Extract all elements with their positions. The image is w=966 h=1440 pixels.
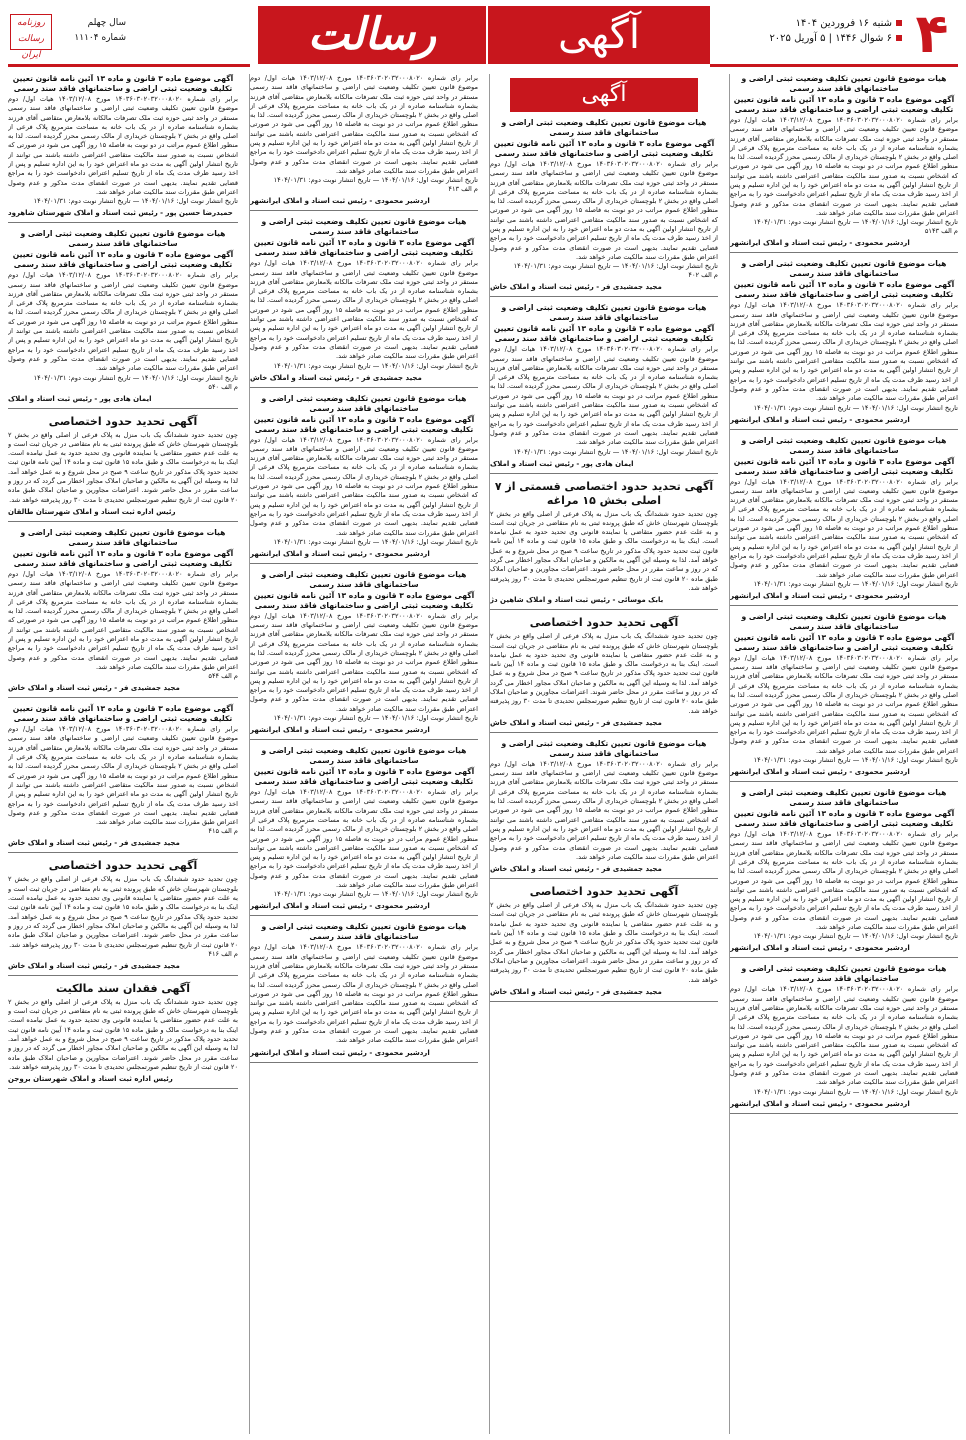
legal-ad: هیات موضوع قانون تعیین تکلیف وضعیت ثبتی اراضی و ساختمانهای فاقد سند رسمی برابر رای شماره ۱۴۰۳۶۰۳۰۲۰۳۲۰۰۰۸۰۲۰ مورخ ۱۴۰۳/۱۲/۰۸ هیات اول/ دوم موضوع قانون تعیین تکلیف وضعیت ثبتی اراضی و ساختمانهای فاقد سند رسمی مستقر در واحد ثبتی حوزه ثبت ملک تصرفات مالکانه بلامعارض متقاضی آقای فرزند بشماره شناسنامه صادره از در یک باب خانه به مساحت مترمربع پلاک فرعی از اصلی واقع در بخش ۲ بلوچستان خریداری از مالک رسمی محرز گردیده است. لذا به منظور اطلاع عموم مراتب در دو نوبت به فاصله ۱۵ روز آگهی می شود در صورتی که اشخاص نسبت به صدور سند مالکیت متقاضی اعتراضی داشته باشند می توانند از تاریخ انتشار اولین آگهی به مدت دو ماه اعتراض خود را به این اداره تسلیم و پس از اخذ رسید ظرف مدت یک ماه از تاریخ تسلیم اعتراض دادخواست خود را به مراجع قضایی تقدیم نمایند. بدیهی است در صورت انقضای مدت مذکور و عدم وصول اعتراض طبق مقررات سند مالکیت صادر خواهد شد. مجید جمشیدی فر - رئیس ثبت اسناد و املاک خاش (490, 739, 718, 879)
legal-ad: آگهی موضوع ماده ۳ قانون و ماده ۱۳ آئین نامه قانون تعیین تکلیف وضعیت ثبتی اراضی و ساختمانهای فاقد سند رسمی برابر رای شماره ۱۴۰۳۶۰۳۰۲۰۳۲۰۰۰۸۰۲۰ مورخ ۱۴۰۳/۱۲/۰۸ هیات اول/ دوم موضوع قانون تعیین تکلیف وضعیت ثبتی اراضی و ساختمانهای فاقد سند رسمی مستقر در واحد ثبتی حوزه ثبت ملک تصرفات مالکانه بلامعارض متقاضی آقای فرزند بشماره شناسنامه صادره از در یک باب خانه به مساحت مترمربع پلاک فرعی از اصلی واقع در بخش ۲ بلوچستان خریداری از مالک رسمی محرز گردیده است. لذا به منظور اطلاع عموم مراتب در دو نوبت به فاصله ۱۵ روز آگهی می شود در صورتی که اشخاص نسبت به صدور سند مالکیت متقاضی اعتراضی داشته باشند می توانند از تاریخ انتشار اولین آگهی به مدت دو ماه اعتراض خود را به این اداره تسلیم و پس از اخذ رسید ظرف مدت یک ماه از تاریخ تسلیم اعتراض دادخواست خود را به مراجع قضایی تقدیم نمایند. بدیهی است در صورت انقضای مدت مذکور و عدم وصول اعتراض طبق مقررات سند مالکیت صادر خواهد شد. م الف ۴۱۵ مجید جمشیدی فر - رئیس ثبت اسناد و املاک خاش (8, 704, 238, 853)
legal-ad: هیات موضوع قانون تعیین تکلیف وضعیت ثبتی اراضی و ساختمانهای فاقد سند رسمی آگهی موضوع ماده ۳ قانون و ماده ۱۳ آئین نامه قانون تعیین تکلیف وضعیت ثبتی اراضی و ساختمانهای فاقد سند رسمی برابر رای شماره ۱۴۰۳۶۰۳۰۲۰۳۲۰۰۰۸۰۲۰ مورخ ۱۴۰۳/۱۲/۰۸ هیات اول/ دوم موضوع قانون تعیین تکلیف وضعیت ثبتی اراضی و ساختمانهای فاقد سند رسمی مستقر در واحد ثبتی حوزه ثبت ملک تصرفات مالکانه بلامعارض متقاضی آقای فرزند بشماره شناسنامه صادره از در یک باب خانه به مساحت مترمربع پلاک فرعی از اصلی واقع در بخش ۲ بلوچستان خریداری از مالک رسمی محرز گردیده است. لذا به منظور اطلاع عموم مراتب در دو نوبت به فاصله ۱۵ روز آگهی می شود در صورتی که اشخاص نسبت به صدور سند مالکیت متقاضی اعتراضی داشته باشند می توانند از تاریخ انتشار اولین آگهی به مدت دو ماه اعتراض خود را به این اداره تسلیم و پس از اخذ رسید ظرف مدت یک ماه از تاریخ تسلیم اعتراض دادخواست خود را به مراجع قضایی تقدیم نمایند. بدیهی است در صورت انقضای مدت مذکور و عدم وصول اعتراض طبق مقررات سند مالکیت صادر خواهد شد. تاریخ انتشار نوبت اول: ۱۴۰۴/۰۱/۱۶ — تاریخ انتشار نوبت دوم: ۱۴۰۴/۰۱/۳۱ اردشیر محمودی - رئیس ثبت اسناد و املاک ایرانشهر (730, 612, 958, 782)
legal-ad: هیات موضوع قانون تعیین تکلیف وضعیت ثبتی اراضی و ساختمانهای فاقد سند رسمی آگهی موضوع ماده ۳ قانون و ماده ۱۳ آئین نامه قانون تعیین تکلیف وضعیت ثبتی اراضی و ساختمانهای فاقد سند رسمی برابر رای شماره ۱۴۰۳۶۰۳۰۲۰۳۲۰۰۰۸۰۲۰ مورخ ۱۴۰۳/۱۲/۰۸ هیات اول/ دوم موضوع قانون تعیین تکلیف وضعیت ثبتی اراضی و ساختمانهای فاقد سند رسمی مستقر در واحد ثبتی حوزه ثبت ملک تصرفات مالکانه بلامعارض متقاضی آقای فرزند بشماره شناسنامه صادره از در یک باب خانه به مساحت مترمربع پلاک فرعی از اصلی واقع در بخش ۲ بلوچستان خریداری از مالک رسمی محرز گردیده است. لذا به منظور اطلاع عموم مراتب در دو نوبت به فاصله ۱۵ روز آگهی می شود در صورتی که اشخاص نسبت به صدور سند مالکیت متقاضی اعتراضی داشته باشند می توانند از تاریخ انتشار اولین آگهی به مدت دو ماه اعتراض خود را به این اداره تسلیم و پس از اخذ رسید ظرف مدت یک ماه از تاریخ تسلیم اعتراض دادخواست خود را به مراجع قضایی تقدیم نمایند. بدیهی است در صورت انقضای مدت مذکور و عدم وصول اعتراض طبق مقررات سند مالکیت صادر خواهد شد. تاریخ انتشار نوبت اول: ۱۴۰۴/۰۱/۱۶ — تاریخ انتشار نوبت دوم: ۱۴۰۴/۰۱/۳۱ اردشیر محمودی - رئیس ثبت اسناد و املاک ایرانشهر (730, 436, 958, 606)
page-number: ۴ (915, 2, 949, 65)
legal-ad: هیات موضوع قانون تعیین تکلیف وضعیت ثبتی اراضی و ساختمانهای فاقد سند رسمی آگهی موضوع ماده ۳ قانون و ماده ۱۳ آئین نامه قانون تعیین تکلیف وضعیت ثبتی اراضی و ساختمانهای فاقد سند رسمی برابر رای شماره ۱۴۰۳۶۰۳۰۲۰۳۲۰۰۰۸۰۲۰ مورخ ۱۴۰۳/۱۲/۰۸ هیات اول/ دوم موضوع قانون تعیین تکلیف وضعیت ثبتی اراضی و ساختمانهای فاقد سند رسمی مستقر در واحد ثبتی حوزه ثبت ملک تصرفات مالکانه بلامعارض متقاضی آقای فرزند بشماره شناسنامه صادره از در یک باب خانه به مساحت مترمربع پلاک فرعی از اصلی واقع در بخش ۲ بلوچستان خریداری از مالک رسمی محرز گردیده است. لذا به منظور اطلاع عموم مراتب در دو نوبت به فاصله ۱۵ روز آگهی می شود در صورتی که اشخاص نسبت به صدور سند مالکیت متقاضی اعتراضی داشته باشند می توانند از تاریخ انتشار اولین آگهی به مدت دو ماه اعتراض خود را به این اداره تسلیم و پس از اخذ رسید ظرف مدت یک ماه از تاریخ تسلیم اعتراض دادخواست خود را به مراجع قضایی تقدیم نمایند. بدیهی است در صورت انقضای مدت مذکور و عدم وصول اعتراض طبق مقررات سند مالکیت صادر خواهد شد. تاریخ انتشار نوبت اول: ۱۴۰۴/۰۱/۱۶ — تاریخ انتشار نوبت دوم: ۱۴۰۴/۰۱/۳۱ اردشیر محمودی - رئیس ثبت اسناد و املاک ایرانشهر (730, 788, 958, 958)
mini-logo: روزنامه رسالت ایران (10, 14, 52, 50)
legal-ad: آگهی فقدان سند مالکیت چون تحدید حدود ششدانگ یک باب منزل به پلاک فرعی از اصلی واقع در بخش ۲ بلوچستان شهرستان خاش که طبق پرونده ثبتی به نام متقاضی در جریان ثبت است و به علت عدم حضور متقاضی یا نماینده قانونی وی تحدید حدود به عمل نیامده است. اینک بنا به درخواست مالک و طبق ماده ۱۵ قانون ثبت و ماده ۱۴ آیین نامه قانون ثبت تحدید حدود پلاک مذکور در تاریخ ساعت ۹ صبح در محل شروع و به عمل خواهد آمد. لذا به وسیله این آگهی به مالکین و صاحبان املاک مجاور اخطار می گردد که در روز و ساعت مقرر در محل حاضر شوند. اعتراضات مجاورین و صاحبان املاک طبق ماده ۲۰ قانون ثبت از تاریخ تنظیم صورتمجلس تحدیدی تا مدت ۳۰ روز پذیرفته خواهد شد. رئیس اداره ثبت اسناد و املاک شهرستان بروجن (8, 982, 238, 1089)
column-3 (250, 74, 478, 1434)
legal-ad: هیات موضوع قانون تعیین تکلیف وضعیت ثبتی اراضی و ساختمانهای فاقد سند رسمی آگهی موضوع ماده ۳ قانون و ماده ۱۳ آئین نامه قانون تعیین تکلیف وضعیت ثبتی اراضی و ساختمانهای فاقد سند رسمی برابر رای شماره ۱۴۰۳۶۰۳۰۲۰۳۲۰۰۰۸۰۲۰ مورخ ۱۴۰۳/۱۲/۰۸ هیات اول/ دوم موضوع قانون تعیین تکلیف وضعیت ثبتی اراضی و ساختمانهای فاقد سند رسمی مستقر در واحد ثبتی حوزه ثبت ملک تصرفات مالکانه بلامعارض متقاضی آقای فرزند بشماره شناسنامه صادره از در یک باب خانه به مساحت مترمربع پلاک فرعی از اصلی واقع در بخش ۲ بلوچستان خریداری از مالک رسمی محرز گردیده است. لذا به منظور اطلاع عموم مراتب در دو نوبت به فاصله ۱۵ روز آگهی می شود در صورتی که اشخاص نسبت به صدور سند مالکیت متقاضی اعتراضی داشته باشند می توانند از تاریخ انتشار اولین آگهی به مدت دو ماه اعتراض خود را به این اداره تسلیم و پس از اخذ رسید ظرف مدت یک ماه از تاریخ تسلیم اعتراض دادخواست خود را به مراجع قضایی تقدیم نمایند. بدیهی است در صورت انقضای مدت مذکور و عدم وصول اعتراض طبق مقررات سند مالکیت صادر خواهد شد. تاریخ انتشار نوبت اول: ۱۴۰۴/۰۱/۱۶ — تاریخ انتشار نوبت دوم: ۱۴۰۴/۰۱/۳۱ م الف ۴۰۲ مجید جمشیدی فر - رئیس ثبت اسناد و املاک خاش (490, 118, 718, 297)
legal-ad: هیات موضوع قانون تعیین تکلیف وضعیت ثبتی اراضی و ساختمانهای فاقد سند رسمی برابر رای شماره ۱۴۰۳۶۰۳۰۲۰۳۲۰۰۰۸۰۲۰ مورخ ۱۴۰۳/۱۲/۰۸ هیات اول/ دوم موضوع قانون تعیین تکلیف وضعیت ثبتی اراضی و ساختمانهای فاقد سند رسمی مستقر در واحد ثبتی حوزه ثبت ملک تصرفات مالکانه بلامعارض متقاضی آقای فرزند بشماره شناسنامه صادره از در یک باب خانه به مساحت مترمربع پلاک فرعی از اصلی واقع در بخش ۲ بلوچستان خریداری از مالک رسمی محرز گردیده است. لذا به منظور اطلاع عموم مراتب در دو نوبت به فاصله ۱۵ روز آگهی می شود در صورتی که اشخاص نسبت به صدور سند مالکیت متقاضی اعتراضی داشته باشند می توانند از تاریخ انتشار اولین آگهی به مدت دو ماه اعتراض خود را به این اداره تسلیم و پس از اخذ رسید ظرف مدت یک ماه از تاریخ تسلیم اعتراض دادخواست خود را به مراجع قضایی تقدیم نمایند. بدیهی است در صورت انقضای مدت مذکور و عدم وصول اعتراض طبق مقررات سند مالکیت صادر خواهد شد. تاریخ انتشار نوبت اول: ۱۴۰۴/۰۱/۱۶ — تاریخ انتشار نوبت دوم: ۱۴۰۴/۰۱/۳۱ اردشیر محمودی - رئیس ثبت اسناد و املاک ایرانشهر (730, 964, 958, 1113)
ads-columns (8, 74, 958, 1434)
legal-ad: آگهی تحدید حدود اختصاصی چون تحدید حدود ششدانگ یک باب منزل به پلاک فرعی از اصلی واقع در بخش ۲ بلوچستان شهرستان خاش که طبق پرونده ثبتی به نام متقاضی در جریان ثبت است و به علت عدم حضور متقاضی یا نماینده قانونی وی تحدید حدود به عمل نیامده است. اینک بنا به درخواست مالک و طبق ماده ۱۵ قانون ثبت و ماده ۱۴ آیین نامه قانون ثبت تحدید حدود پلاک مذکور در تاریخ ساعت ۹ صبح در محل شروع و به عمل خواهد آمد. لذا به وسیله این آگهی به مالکین و صاحبان املاک مجاور اخطار می گردد که در روز و ساعت مقرر در محل حاضر شوند. اعتراضات مجاورین و صاحبان املاک طبق ماده ۲۰ قانون ثبت از تاریخ تنظیم صورتمجلس تحدیدی تا مدت ۳۰ روز پذیرفته خواهد شد. رئیس اداره ثبت اسناد و املاک شهرستان طالقان (8, 415, 238, 522)
date-solar: شنبه ۱۶ فروردین ۱۴۰۴ (795, 18, 892, 29)
header-date-block (710, 2, 958, 67)
legal-ad: هیات موضوع قانون تعیین تکلیف وضعیت ثبتی اراضی و ساختمانهای فاقد سند رسمی آگهی موضوع ماده ۳ قانون و ماده ۱۳ آئین نامه قانون تعیین تکلیف وضعیت ثبتی اراضی و ساختمانهای فاقد سند رسمی برابر رای شماره ۱۴۰۳۶۰۳۰۲۰۳۲۰۰۰۸۰۲۰ مورخ ۱۴۰۳/۱۲/۰۸ هیات اول/ دوم موضوع قانون تعیین تکلیف وضعیت ثبتی اراضی و ساختمانهای فاقد سند رسمی مستقر در واحد ثبتی حوزه ثبت ملک تصرفات مالکانه بلامعارض متقاضی آقای فرزند بشماره شناسنامه صادره از در یک باب خانه به مساحت مترمربع پلاک فرعی از اصلی واقع در بخش ۲ بلوچستان خریداری از مالک رسمی محرز گردیده است. لذا به منظور اطلاع عموم مراتب در دو نوبت به فاصله ۱۵ روز آگهی می شود در صورتی که اشخاص نسبت به صدور سند مالکیت متقاضی اعتراضی داشته باشند می توانند از تاریخ انتشار اولین آگهی به مدت دو ماه اعتراض خود را به این اداره تسلیم و پس از اخذ رسید ظرف مدت یک ماه از تاریخ تسلیم اعتراض دادخواست خود را به مراجع قضایی تقدیم نمایند. بدیهی است در صورت انقضای مدت مذکور و عدم وصول اعتراض طبق مقررات سند مالکیت صادر خواهد شد. تاریخ انتشار نوبت اول: ۱۴۰۴/۰۱/۱۶ — تاریخ انتشار نوبت دوم: ۱۴۰۴/۰۱/۳۱ ایمان هادی پور - رئیس ثبت اسناد و املاک (490, 303, 718, 473)
legal-ad: هیات موضوع قانون تعیین تکلیف وضعیت ثبتی اراضی و ساختمانهای فاقد سند رسمی آگهی موضوع ماده ۳ قانون و ماده ۱۳ آئین نامه قانون تعیین تکلیف وضعیت ثبتی اراضی و ساختمانهای فاقد سند رسمی برابر رای شماره ۱۴۰۳۶۰۳۰۲۰۳۲۰۰۰۸۰۲۰ مورخ ۱۴۰۳/۱۲/۰۸ هیات اول/ دوم موضوع قانون تعیین تکلیف وضعیت ثبتی اراضی و ساختمانهای فاقد سند رسمی مستقر در واحد ثبتی حوزه ثبت ملک تصرفات مالکانه بلامعارض متقاضی آقای فرزند بشماره شناسنامه صادره از در یک باب خانه به مساحت مترمربع پلاک فرعی از اصلی واقع در بخش ۲ بلوچستان خریداری از مالک رسمی محرز گردیده است. لذا به منظور اطلاع عموم مراتب در دو نوبت به فاصله ۱۵ روز آگهی می شود در صورتی که اشخاص نسبت به صدور سند مالکیت متقاضی اعتراضی داشته باشند می توانند از تاریخ انتشار اولین آگهی به مدت دو ماه اعتراض خود را به این اداره تسلیم و پس از اخذ رسید ظرف مدت یک ماه از تاریخ تسلیم اعتراض دادخواست خود را به مراجع قضایی تقدیم نمایند. بدیهی است در صورت انقضای مدت مذکور و عدم وصول اعتراض طبق مقررات سند مالکیت صادر خواهد شد. تاریخ انتشار نوبت اول: ۱۴۰۴/۰۱/۱۶ — تاریخ انتشار نوبت دوم: ۱۴۰۴/۰۱/۳۱ اردشیر محمودی - رئیس ثبت اسناد و املاک ایرانشهر (250, 394, 478, 564)
bullet-square-icon (896, 20, 902, 26)
legal-ad: هیات موضوع قانون تعیین تکلیف وضعیت ثبتی اراضی و ساختمانهای فاقد سند رسمی آگهی موضوع ماده ۳ قانون و ماده ۱۳ آئین نامه قانون تعیین تکلیف وضعیت ثبتی اراضی و ساختمانهای فاقد سند رسمی برابر رای شماره ۱۴۰۳۶۰۳۰۲۰۳۲۰۰۰۸۰۲۰ مورخ ۱۴۰۳/۱۲/۰۸ هیات اول/ دوم موضوع قانون تعیین تکلیف وضعیت ثبتی اراضی و ساختمانهای فاقد سند رسمی مستقر در واحد ثبتی حوزه ثبت ملک تصرفات مالکانه بلامعارض متقاضی آقای فرزند بشماره شناسنامه صادره از در یک باب خانه به مساحت مترمربع پلاک فرعی از اصلی واقع در بخش ۲ بلوچستان خریداری از مالک رسمی محرز گردیده است. لذا به منظور اطلاع عموم مراتب در دو نوبت به فاصله ۱۵ روز آگهی می شود در صورتی که اشخاص نسبت به صدور سند مالکیت متقاضی اعتراضی داشته باشند می توانند از تاریخ انتشار اولین آگهی به مدت دو ماه اعتراض خود را به این اداره تسلیم و پس از اخذ رسید ظرف مدت یک ماه از تاریخ تسلیم اعتراض دادخواست خود را به مراجع قضایی تقدیم نمایند. بدیهی است در صورت انقضای مدت مذکور و عدم وصول اعتراض طبق مقررات سند مالکیت صادر خواهد شد. تاریخ انتشار نوبت اول: ۱۴۰۴/۰۱/۱۶ — تاریخ انتشار نوبت دوم: ۱۴۰۴/۰۱/۳۱ اردشیر محمودی - رئیس ثبت اسناد و املاک ایرانشهر (250, 570, 478, 740)
year-label: سال چهلم (87, 18, 126, 28)
legal-ad: هیات موضوع قانون تعیین تکلیف وضعیت ثبتی اراضی و ساختمانهای فاقد سند رسمی آگهی موضوع ماده ۳ قانون و ماده ۱۳ آئین نامه قانون تعیین تکلیف وضعیت ثبتی اراضی و ساختمانهای فاقد سند رسمی برابر رای شماره ۱۴۰۳۶۰۳۰۲۰۳۲۰۰۰۸۰۲۰ مورخ ۱۴۰۳/۱۲/۰۸ هیات اول/ دوم موضوع قانون تعیین تکلیف وضعیت ثبتی اراضی و ساختمانهای فاقد سند رسمی مستقر در واحد ثبتی حوزه ثبت ملک تصرفات مالکانه بلامعارض متقاضی آقای فرزند بشماره شناسنامه صادره از در یک باب خانه به مساحت مترمربع پلاک فرعی از اصلی واقع در بخش ۲ بلوچستان خریداری از مالک رسمی محرز گردیده است. لذا به منظور اطلاع عموم مراتب در دو نوبت به فاصله ۱۵ روز آگهی می شود در صورتی که اشخاص نسبت به صدور سند مالکیت متقاضی اعتراضی داشته باشند می توانند از تاریخ انتشار اولین آگهی به مدت دو ماه اعتراض خود را به این اداره تسلیم و پس از اخذ رسید ظرف مدت یک ماه از تاریخ تسلیم اعتراض دادخواست خود را به مراجع قضایی تقدیم نمایند. بدیهی است در صورت انقضای مدت مذکور و عدم وصول اعتراض طبق مقررات سند مالکیت صادر خواهد شد. تاریخ انتشار نوبت اول: ۱۴۰۴/۰۱/۱۶ — تاریخ انتشار نوبت دوم: ۱۴۰۴/۰۱/۳۱ م الف ۵۱۴۳ اردشیر محمودی - رئیس ثبت اسناد و املاک ایرانشهر (730, 74, 958, 253)
issue-info (56, 16, 126, 46)
column-4 (8, 74, 238, 1434)
legal-ad: هیات موضوع قانون تعیین تکلیف وضعیت ثبتی اراضی و ساختمانهای فاقد سند رسمی آگهی موضوع ماده ۳ قانون و ماده ۱۳ آئین نامه قانون تعیین تکلیف وضعیت ثبتی اراضی و ساختمانهای فاقد سند رسمی برابر رای شماره ۱۴۰۳۶۰۳۰۲۰۳۲۰۰۰۸۰۲۰ مورخ ۱۴۰۳/۱۲/۰۸ هیات اول/ دوم موضوع قانون تعیین تکلیف وضعیت ثبتی اراضی و ساختمانهای فاقد سند رسمی مستقر در واحد ثبتی حوزه ثبت ملک تصرفات مالکانه بلامعارض متقاضی آقای فرزند بشماره شناسنامه صادره از در یک باب خانه به مساحت مترمربع پلاک فرعی از اصلی واقع در بخش ۲ بلوچستان خریداری از مالک رسمی محرز گردیده است. لذا به منظور اطلاع عموم مراتب در دو نوبت به فاصله ۱۵ روز آگهی می شود در صورتی که اشخاص نسبت به صدور سند مالکیت متقاضی اعتراضی داشته باشند می توانند از تاریخ انتشار اولین آگهی به مدت دو ماه اعتراض خود را به این اداره تسلیم و پس از اخذ رسید ظرف مدت یک ماه از تاریخ تسلیم اعتراض دادخواست خود را به مراجع قضایی تقدیم نمایند. بدیهی است در صورت انقضای مدت مذکور و عدم وصول اعتراض طبق مقررات سند مالکیت صادر خواهد شد. تاریخ انتشار نوبت اول: ۱۴۰۴/۰۱/۱۶ — تاریخ انتشار نوبت دوم: ۱۴۰۴/۰۱/۳۱ مجید جمشیدی فر - رئیس ثبت اسناد و املاک خاش (250, 217, 478, 387)
date-other: ۶ شوال ۱۴۴۶ | ۵ آوریل ۲۰۲۵ (769, 33, 892, 44)
issue-number: شماره ۱۱۱۰۴ (74, 33, 126, 43)
legal-ad: برابر رای شماره ۱۴۰۳۶۰۳۰۲۰۳۲۰۰۰۸۰۲۰ مورخ ۱۴۰۳/۱۲/۰۸ هیات اول/ دوم موضوع قانون تعیین تکلیف وضعیت ثبتی اراضی و ساختمانهای فاقد سند رسمی مستقر در واحد ثبتی حوزه ثبت ملک تصرفات مالکانه بلامعارض متقاضی آقای فرزند بشماره شناسنامه صادره از در یک باب خانه به مساحت مترمربع پلاک فرعی از اصلی واقع در بخش ۲ بلوچستان خریداری از مالک رسمی محرز گردیده است. لذا به منظور اطلاع عموم مراتب در دو نوبت به فاصله ۱۵ روز آگهی می شود در صورتی که اشخاص نسبت به صدور سند مالکیت متقاضی اعتراضی داشته باشند می توانند از تاریخ انتشار اولین آگهی به مدت دو ماه اعتراض خود را به این اداره تسلیم و پس از اخذ رسید ظرف مدت یک ماه از تاریخ تسلیم اعتراض دادخواست خود را به مراجع قضایی تقدیم نمایند. بدیهی است در صورت انقضای مدت مذکور و عدم وصول اعتراض طبق مقررات سند مالکیت صادر خواهد شد. تاریخ انتشار نوبت اول: ۱۴۰۴/۰۱/۱۶ — تاریخ انتشار نوبت دوم: ۱۴۰۴/۰۱/۳۱ م الف ۴۱۳ اردشیر محمودی - رئیس ثبت اسناد و املاک ایرانشهر (250, 74, 478, 211)
legal-ad: آگهی تحدید حدود اختصاصی چون تحدید حدود ششدانگ یک باب منزل به پلاک فرعی از اصلی واقع در بخش ۲ بلوچستان شهرستان خاش که طبق پرونده ثبتی به نام متقاضی در جریان ثبت است و به علت عدم حضور متقاضی یا نماینده قانونی وی تحدید حدود به عمل نیامده است. اینک بنا به درخواست مالک و طبق ماده ۱۵ قانون ثبت و ماده ۱۴ آیین نامه قانون ثبت تحدید حدود پلاک مذکور در تاریخ ساعت ۹ صبح در محل شروع و به عمل خواهد آمد. لذا به وسیله این آگهی به مالکین و صاحبان املاک مجاور اخطار می گردد که در روز و ساعت مقرر در محل حاضر شوند. اعتراضات مجاورین و صاحبان املاک طبق ماده ۲۰ قانون ثبت از تاریخ تنظیم صورتمجلس تحدیدی تا مدت ۳۰ روز پذیرفته خواهد شد. مجید جمشیدی فر - رئیس ثبت اسناد و املاک خاش (490, 885, 718, 1002)
legal-ad: آگهی موضوع ماده ۳ قانون و ماده ۱۳ آئین نامه قانون تعیین تکلیف وضعیت ثبتی اراضی و ساختمانهای فاقد سند رسمی برابر رای شماره ۱۴۰۳۶۰۳۰۲۰۳۲۰۰۰۸۰۲۰ مورخ ۱۴۰۳/۱۲/۰۸ هیات اول/ دوم موضوع قانون تعیین تکلیف وضعیت ثبتی اراضی و ساختمانهای فاقد سند رسمی مستقر در واحد ثبتی حوزه ثبت ملک تصرفات مالکانه بلامعارض متقاضی آقای فرزند بشماره شناسنامه صادره از در یک باب خانه به مساحت مترمربع پلاک فرعی از اصلی واقع در بخش ۲ بلوچستان خریداری از مالک رسمی محرز گردیده است. لذا به منظور اطلاع عموم مراتب در دو نوبت به فاصله ۱۵ روز آگهی می شود در صورتی که اشخاص نسبت به صدور سند مالکیت متقاضی اعتراضی داشته باشند می توانند از تاریخ انتشار اولین آگهی به مدت دو ماه اعتراض خود را به این اداره تسلیم و پس از اخذ رسید ظرف مدت یک ماه از تاریخ تسلیم اعتراض دادخواست خود را به مراجع قضایی تقدیم نمایند. بدیهی است در صورت انقضای مدت مذکور و عدم وصول اعتراض طبق مقررات سند مالکیت صادر خواهد شد. تاریخ انتشار نوبت اول: ۱۴۰۴/۰۱/۱۶ — تاریخ انتشار نوبت دوم: ۱۴۰۴/۰۱/۳۱ حمیدرضا حسین پور - رئیس ثبت اسناد و املاک شهرستان شاهرود (8, 74, 238, 223)
newspaper-logo: رسالت (258, 6, 486, 64)
header-issue-block (8, 6, 250, 67)
legal-ad: آگهی تحدید حدود اختصاصی قسمتی از ۷ اصلی بخش ۱۵ مراغه چون تحدید حدود ششدانگ یک باب منزل به پلاک فرعی از اصلی واقع در بخش ۲ بلوچستان شهرستان خاش که طبق پرونده ثبتی به نام متقاضی در جریان ثبت است و به علت عدم حضور متقاضی یا نماینده قانونی وی تحدید حدود به عمل نیامده است. اینک بنا به درخواست مالک و طبق ماده ۱۵ قانون ثبت و ماده ۱۴ آیین نامه قانون ثبت تحدید حدود پلاک مذکور در تاریخ ساعت ۹ صبح در محل شروع و به عمل خواهد آمد. لذا به وسیله این آگهی به مالکین و صاحبان املاک مجاور اخطار می گردد که در روز و ساعت مقرر در محل حاضر شوند. اعتراضات مجاورین و صاحبان املاک طبق ماده ۲۰ قانون ثبت از تاریخ تنظیم صورتمجلس تحدیدی تا مدت ۳۰ روز پذیرفته خواهد شد. بابک موسائی - رئیس ثبت اسناد و املاک شاهین دژ (490, 480, 718, 611)
section-title-small: آگهی (510, 78, 698, 112)
legal-ad: هیات موضوع قانون تعیین تکلیف وضعیت ثبتی اراضی و ساختمانهای فاقد سند رسمی برابر رای شماره ۱۴۰۳۶۰۳۰۲۰۳۲۰۰۰۸۰۲۰ مورخ ۱۴۰۳/۱۲/۰۸ هیات اول/ دوم موضوع قانون تعیین تکلیف وضعیت ثبتی اراضی و ساختمانهای فاقد سند رسمی مستقر در واحد ثبتی حوزه ثبت ملک تصرفات مالکانه بلامعارض متقاضی آقای فرزند بشماره شناسنامه صادره از در یک باب خانه به مساحت مترمربع پلاک فرعی از اصلی واقع در بخش ۲ بلوچستان خریداری از مالک رسمی محرز گردیده است. لذا به منظور اطلاع عموم مراتب در دو نوبت به فاصله ۱۵ روز آگهی می شود در صورتی که اشخاص نسبت به صدور سند مالکیت متقاضی اعتراضی داشته باشند می توانند از تاریخ انتشار اولین آگهی به مدت دو ماه اعتراض خود را به این اداره تسلیم و پس از اخذ رسید ظرف مدت یک ماه از تاریخ تسلیم اعتراض دادخواست خود را به مراجع قضایی تقدیم نمایند. بدیهی است در صورت انقضای مدت مذکور و عدم وصول اعتراض طبق مقررات سند مالکیت صادر خواهد شد. اردشیر محمودی - رئیس ثبت اسناد و املاک ایرانشهر (250, 922, 478, 1062)
legal-ad: آگهی تحدید حدود اختصاصی چون تحدید حدود ششدانگ یک باب منزل به پلاک فرعی از اصلی واقع در بخش ۲ بلوچستان شهرستان خاش که طبق پرونده ثبتی به نام متقاضی در جریان ثبت است و به علت عدم حضور متقاضی یا نماینده قانونی وی تحدید حدود به عمل نیامده است. اینک بنا به درخواست مالک و طبق ماده ۱۵ قانون ثبت و ماده ۱۴ آیین نامه قانون ثبت تحدید حدود پلاک مذکور در تاریخ ساعت ۹ صبح در محل شروع و به عمل خواهد آمد. لذا به وسیله این آگهی به مالکین و صاحبان املاک مجاور اخطار می گردد که در روز و ساعت مقرر در محل حاضر شوند. اعتراضات مجاورین و صاحبان املاک طبق ماده ۲۰ قانون ثبت از تاریخ تنظیم صورتمجلس تحدیدی تا مدت ۳۰ روز پذیرفته خواهد شد. م الف ۴۱۶ مجید جمشیدی فر - رئیس ثبت اسناد و املاک خاش (8, 859, 238, 975)
column-2 (490, 74, 718, 1434)
section-title: آگهی (488, 6, 710, 64)
header-dates (712, 16, 902, 46)
legal-ad: هیات موضوع قانون تعیین تکلیف وضعیت ثبتی اراضی و ساختمانهای فاقد سند رسمی آگهی موضوع ماده ۳ قانون و ماده ۱۳ آئین نامه قانون تعیین تکلیف وضعیت ثبتی اراضی و ساختمانهای فاقد سند رسمی برابر رای شماره ۱۴۰۳۶۰۳۰۲۰۳۲۰۰۰۸۰۲۰ مورخ ۱۴۰۳/۱۲/۰۸ هیات اول/ دوم موضوع قانون تعیین تکلیف وضعیت ثبتی اراضی و ساختمانهای فاقد سند رسمی مستقر در واحد ثبتی حوزه ثبت ملک تصرفات مالکانه بلامعارض متقاضی آقای فرزند بشماره شناسنامه صادره از در یک باب خانه به مساحت مترمربع پلاک فرعی از اصلی واقع در بخش ۲ بلوچستان خریداری از مالک رسمی محرز گردیده است. لذا به منظور اطلاع عموم مراتب در دو نوبت به فاصله ۱۵ روز آگهی می شود در صورتی که اشخاص نسبت به صدور سند مالکیت متقاضی اعتراضی داشته باشند می توانند از تاریخ انتشار اولین آگهی به مدت دو ماه اعتراض خود را به این اداره تسلیم و پس از اخذ رسید ظرف مدت یک ماه از تاریخ تسلیم اعتراض دادخواست خود را به مراجع قضایی تقدیم نمایند. بدیهی است در صورت انقضای مدت مذکور و عدم وصول اعتراض طبق مقررات سند مالکیت صادر خواهد شد. تاریخ انتشار نوبت اول: ۱۴۰۴/۰۱/۱۶ — تاریخ انتشار نوبت دوم: ۱۴۰۴/۰۱/۳۱ اردشیر محمودی - رئیس ثبت اسناد و املاک ایرانشهر (250, 746, 478, 916)
column-1 (730, 74, 958, 1434)
page-header (0, 0, 966, 70)
bullet-square-icon (896, 35, 902, 41)
legal-ad: آگهی تحدید حدود اختصاصی چون تحدید حدود ششدانگ یک باب منزل به پلاک فرعی از اصلی واقع در بخش ۲ بلوچستان شهرستان خاش که طبق پرونده ثبتی به نام متقاضی در جریان ثبت است و به علت عدم حضور متقاضی یا نماینده قانونی وی تحدید حدود به عمل نیامده است. اینک بنا به درخواست مالک و طبق ماده ۱۵ قانون ثبت و ماده ۱۴ آیین نامه قانون ثبت تحدید حدود پلاک مذکور در تاریخ ساعت ۹ صبح در محل شروع و به عمل خواهد آمد. لذا به وسیله این آگهی به مالکین و صاحبان املاک مجاور اخطار می گردد که در روز و ساعت مقرر در محل حاضر شوند. اعتراضات مجاورین و صاحبان املاک طبق ماده ۲۰ قانون ثبت از تاریخ تنظیم صورتمجلس تحدیدی تا مدت ۳۰ روز پذیرفته خواهد شد. مجید جمشیدی فر - رئیس ثبت اسناد و املاک خاش (490, 616, 718, 733)
legal-ad: هیات موضوع قانون تعیین تکلیف وضعیت ثبتی اراضی و ساختمانهای فاقد سند رسمی آگهی موضوع ماده ۳ قانون و ماده ۱۳ آئین نامه قانون تعیین تکلیف وضعیت ثبتی اراضی و ساختمانهای فاقد سند رسمی برابر رای شماره ۱۴۰۳۶۰۳۰۲۰۳۲۰۰۰۸۰۲۰ مورخ ۱۴۰۳/۱۲/۰۸ هیات اول/ دوم موضوع قانون تعیین تکلیف وضعیت ثبتی اراضی و ساختمانهای فاقد سند رسمی مستقر در واحد ثبتی حوزه ثبت ملک تصرفات مالکانه بلامعارض متقاضی آقای فرزند بشماره شناسنامه صادره از در یک باب خانه به مساحت مترمربع پلاک فرعی از اصلی واقع در بخش ۲ بلوچستان خریداری از مالک رسمی محرز گردیده است. لذا به منظور اطلاع عموم مراتب در دو نوبت به فاصله ۱۵ روز آگهی می شود در صورتی که اشخاص نسبت به صدور سند مالکیت متقاضی اعتراضی داشته باشند می توانند از تاریخ انتشار اولین آگهی به مدت دو ماه اعتراض خود را به این اداره تسلیم و پس از اخذ رسید ظرف مدت یک ماه از تاریخ تسلیم اعتراض دادخواست خود را به مراجع قضایی تقدیم نمایند. بدیهی است در صورت انقضای مدت مذکور و عدم وصول اعتراض طبق مقررات سند مالکیت صادر خواهد شد. م الف ۵۴۴ مجید جمشیدی فر - رئیس ثبت اسناد و املاک خاش (8, 528, 238, 698)
legal-ad: هیات موضوع قانون تعیین تکلیف وضعیت ثبتی اراضی و ساختمانهای فاقد سند رسمی آگهی موضوع ماده ۳ قانون و ماده ۱۳ آئین نامه قانون تعیین تکلیف وضعیت ثبتی اراضی و ساختمانهای فاقد سند رسمی برابر رای شماره ۱۴۰۳۶۰۳۰۲۰۳۲۰۰۰۸۰۲۰ مورخ ۱۴۰۳/۱۲/۰۸ هیات اول/ دوم موضوع قانون تعیین تکلیف وضعیت ثبتی اراضی و ساختمانهای فاقد سند رسمی مستقر در واحد ثبتی حوزه ثبت ملک تصرفات مالکانه بلامعارض متقاضی آقای فرزند بشماره شناسنامه صادره از در یک باب خانه به مساحت مترمربع پلاک فرعی از اصلی واقع در بخش ۲ بلوچستان خریداری از مالک رسمی محرز گردیده است. لذا به منظور اطلاع عموم مراتب در دو نوبت به فاصله ۱۵ روز آگهی می شود در صورتی که اشخاص نسبت به صدور سند مالکیت متقاضی اعتراضی داشته باشند می توانند از تاریخ انتشار اولین آگهی به مدت دو ماه اعتراض خود را به این اداره تسلیم و پس از اخذ رسید ظرف مدت یک ماه از تاریخ تسلیم اعتراض دادخواست خود را به مراجع قضایی تقدیم نمایند. بدیهی است در صورت انقضای مدت مذکور و عدم وصول اعتراض طبق مقررات سند مالکیت صادر خواهد شد. تاریخ انتشار نوبت اول: ۱۴۰۴/۰۱/۱۶ — تاریخ انتشار نوبت دوم: ۱۴۰۴/۰۱/۳۱ م الف ۵۴۰ ایمان هادی پور - رئیس ثبت اسناد و املاک (8, 229, 238, 408)
legal-ad: هیات موضوع قانون تعیین تکلیف وضعیت ثبتی اراضی و ساختمانهای فاقد سند رسمی آگهی موضوع ماده ۳ قانون و ماده ۱۳ آئین نامه قانون تعیین تکلیف وضعیت ثبتی اراضی و ساختمانهای فاقد سند رسمی برابر رای شماره ۱۴۰۳۶۰۳۰۲۰۳۲۰۰۰۸۰۲۰ مورخ ۱۴۰۳/۱۲/۰۸ هیات اول/ دوم موضوع قانون تعیین تکلیف وضعیت ثبتی اراضی و ساختمانهای فاقد سند رسمی مستقر در واحد ثبتی حوزه ثبت ملک تصرفات مالکانه بلامعارض متقاضی آقای فرزند بشماره شناسنامه صادره از در یک باب خانه به مساحت مترمربع پلاک فرعی از اصلی واقع در بخش ۲ بلوچستان خریداری از مالک رسمی محرز گردیده است. لذا به منظور اطلاع عموم مراتب در دو نوبت به فاصله ۱۵ روز آگهی می شود در صورتی که اشخاص نسبت به صدور سند مالکیت متقاضی اعتراضی داشته باشند می توانند از تاریخ انتشار اولین آگهی به مدت دو ماه اعتراض خود را به این اداره تسلیم و پس از اخذ رسید ظرف مدت یک ماه از تاریخ تسلیم اعتراض دادخواست خود را به مراجع قضایی تقدیم نمایند. بدیهی است در صورت انقضای مدت مذکور و عدم وصول اعتراض طبق مقررات سند مالکیت صادر خواهد شد. تاریخ انتشار نوبت اول: ۱۴۰۴/۰۱/۱۶ — تاریخ انتشار نوبت دوم: ۱۴۰۴/۰۱/۳۱ اردشیر محمودی - رئیس ثبت اسناد و املاک ایرانشهر (730, 259, 958, 429)
